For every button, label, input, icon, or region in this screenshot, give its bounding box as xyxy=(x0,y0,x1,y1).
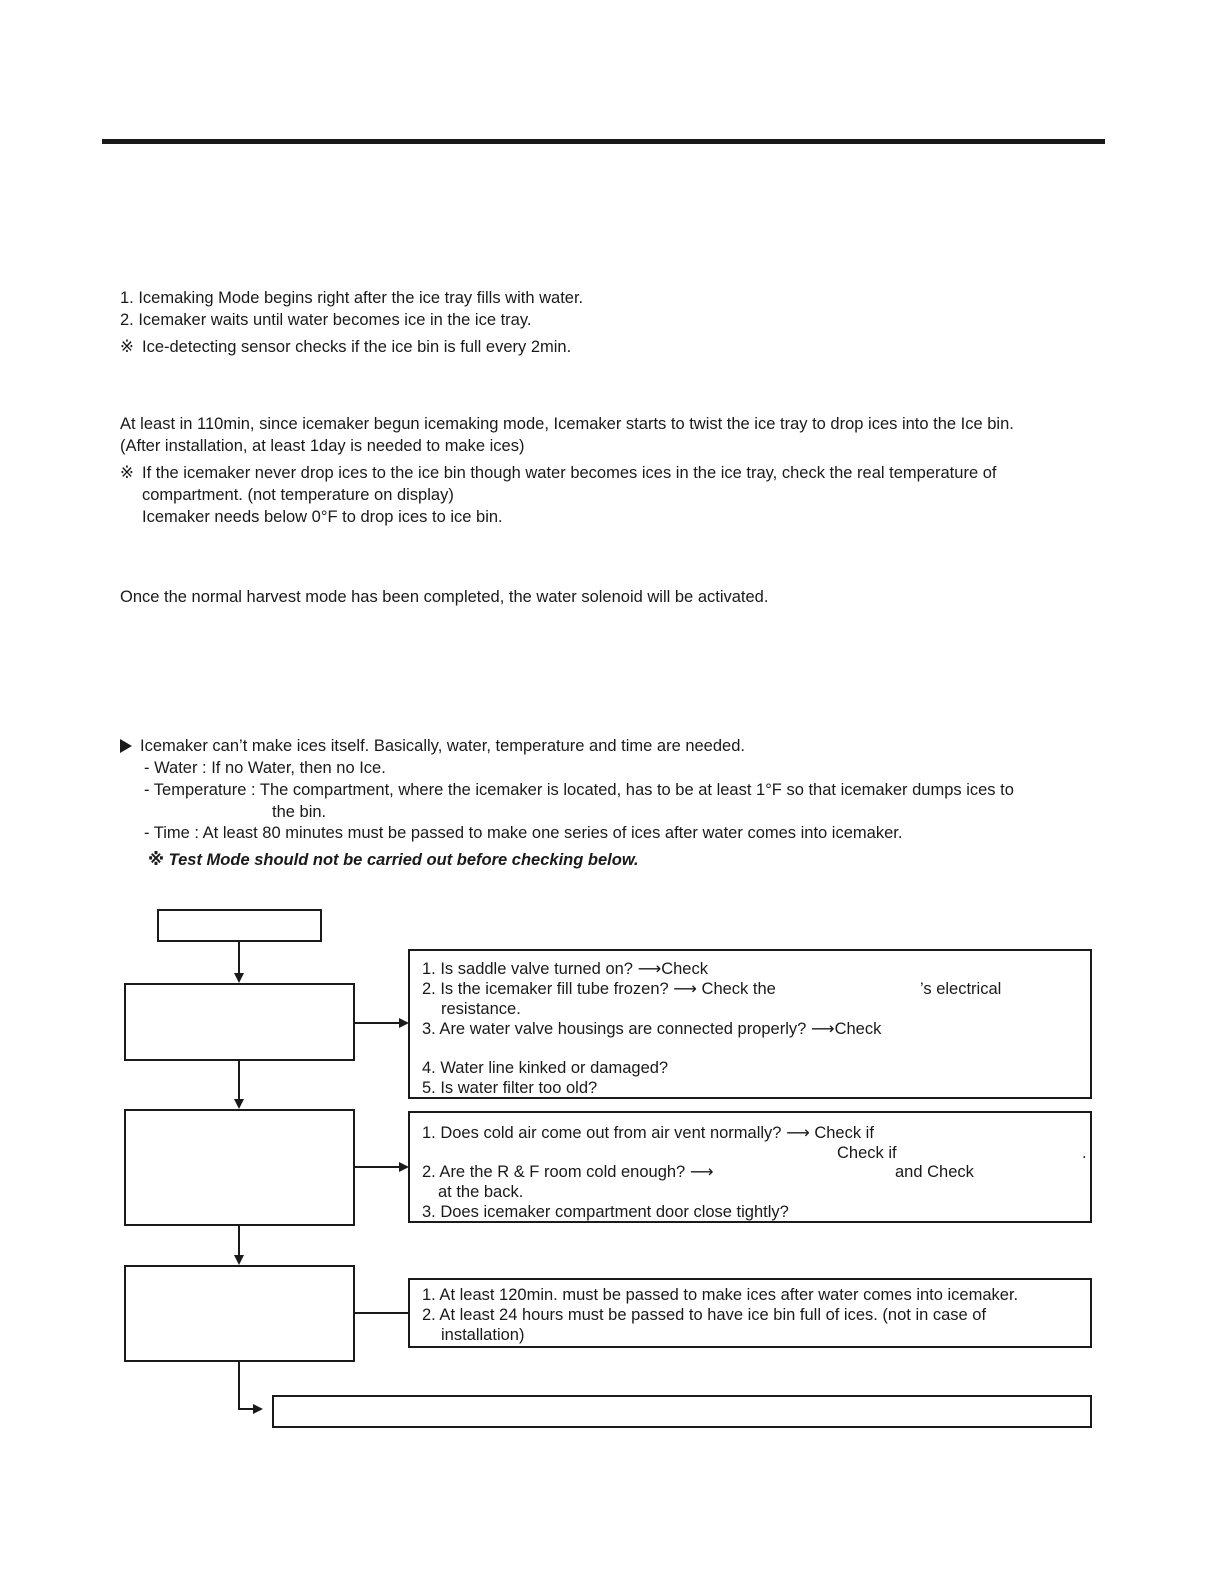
icemaking-note-text: Ice-detecting sensor checks if the ice bin is full every 2min. xyxy=(142,338,572,356)
flow-end-box xyxy=(272,1395,1092,1428)
header-rule xyxy=(102,139,1105,144)
temp-check-item-1: 1. Does cold air come out from air vent normally? ⟶ Check if xyxy=(422,1124,874,1142)
temp-check-item-1-end: . xyxy=(1082,1144,1087,1162)
harvest-note-line-1: If the icemaker never drop ices to the ice bin though water becomes ices in the ice tray, check the real temperature of xyxy=(142,464,997,482)
troubleshoot-temp-line-1: - Temperature : The compartment, where the icemaker is located, has to be at least 1°F so that icemaker dumps ices to xyxy=(144,781,1014,799)
arrow-right-icon xyxy=(253,1404,263,1414)
flow-connector xyxy=(355,1166,400,1168)
reference-mark-icon: ※ xyxy=(120,338,134,356)
arrow-right-icon: ⟶ xyxy=(810,1020,835,1038)
time-check-item-2-cont: installation) xyxy=(441,1326,525,1344)
water-check-item-1: 1. Is saddle valve turned on? ⟶Check xyxy=(422,960,708,978)
harvest-line-2: (After installation, at least 1day is needed to make ices) xyxy=(120,437,525,455)
water-check-item-2-right: ’s electrical xyxy=(920,980,1002,998)
icemaking-note xyxy=(120,336,571,358)
water-check-item-5: 5. Is water filter too old? xyxy=(422,1079,598,1097)
harvest-note-line-3: Icemaker needs below 0°F to drop ices to ice bin. xyxy=(142,508,503,526)
arrow-right-icon: ⟶ xyxy=(786,1124,810,1142)
icemaking-item-2: 2. Icemaker waits until water becomes ice in the ice tray. xyxy=(120,311,532,329)
flow-water-step-box xyxy=(124,983,355,1061)
harvest-line-1: At least in 110min, since icemaker begun icemaking mode, Icemaker starts to twist the ice tray to drop ices into the Ice bin. xyxy=(120,415,1014,433)
water-check-item-3: 3. Are water valve housings are connected properly? ⟶Check xyxy=(422,1020,882,1038)
arrow-right-icon: ⟶ xyxy=(673,980,697,998)
arrow-right-icon: ⟶ xyxy=(689,1163,714,1181)
flow-connector xyxy=(238,1362,240,1410)
bullet-triangle-icon xyxy=(120,739,132,753)
temp-check-item-2-cont: at the back. xyxy=(438,1183,524,1201)
water-check-item-2: 2. Is the icemaker fill tube frozen? ⟶ Check the xyxy=(422,980,776,998)
harvest-note-line-2: compartment. (not temperature on display) xyxy=(142,486,454,504)
time-check-item-1: 1. At least 120min. must be passed to make ices after water comes into icemaker. xyxy=(422,1286,1019,1304)
reference-mark-icon: ※ xyxy=(148,851,165,869)
water-check-item-4: 4. Water line kinked or damaged? xyxy=(422,1059,669,1077)
reference-mark-icon: ※ xyxy=(120,464,134,482)
flow-connector xyxy=(238,1061,240,1100)
water-check-item-2-cont: resistance. xyxy=(441,1000,521,1018)
flow-connector xyxy=(238,942,240,974)
icemaking-item-1: 1. Icemaking Mode begins right after the ice tray fills with water. xyxy=(120,289,584,307)
temp-check-item-2-right: and Check xyxy=(895,1163,974,1181)
temp-check-item-3: 3. Does icemaker compartment door close tightly? xyxy=(422,1203,789,1221)
flow-temp-step-box xyxy=(124,1109,355,1226)
troubleshoot-intro xyxy=(120,735,745,757)
arrow-right-icon: ⟶ xyxy=(637,960,662,978)
troubleshoot-temp-line-2: the bin. xyxy=(272,803,327,821)
harvest-note xyxy=(120,462,996,484)
fill-line-1: Once the normal harvest mode has been completed, the water solenoid will be activated. xyxy=(120,588,769,606)
troubleshoot-warning-text: Test Mode should not be carried out before checking below. xyxy=(168,851,639,869)
arrow-down-icon xyxy=(234,973,244,983)
time-check-item-2: 2. At least 24 hours must be passed to have ice bin full of ices. (not in case of xyxy=(422,1306,987,1324)
troubleshoot-intro-text: Icemaker can’t make ices itself. Basically, water, temperature and time are needed. xyxy=(140,737,745,755)
flow-connector xyxy=(355,1312,408,1314)
flow-time-step-box xyxy=(124,1265,355,1362)
temp-check-item-1-cont: Check if xyxy=(837,1144,897,1162)
flow-connector xyxy=(238,1408,254,1410)
troubleshoot-warning xyxy=(148,849,639,871)
arrow-down-icon xyxy=(234,1255,244,1265)
troubleshoot-time: - Time : At least 80 minutes must be passed to make one series of ices after water comes into icemaker. xyxy=(144,824,903,842)
temp-check-item-2: 2. Are the R & F room cold enough? ⟶ xyxy=(422,1163,714,1181)
flow-start-box xyxy=(157,909,322,942)
arrow-down-icon xyxy=(234,1099,244,1109)
flow-connector xyxy=(238,1226,240,1256)
flow-connector xyxy=(355,1022,400,1024)
troubleshoot-water: - Water : If no Water, then no Ice. xyxy=(144,759,386,777)
